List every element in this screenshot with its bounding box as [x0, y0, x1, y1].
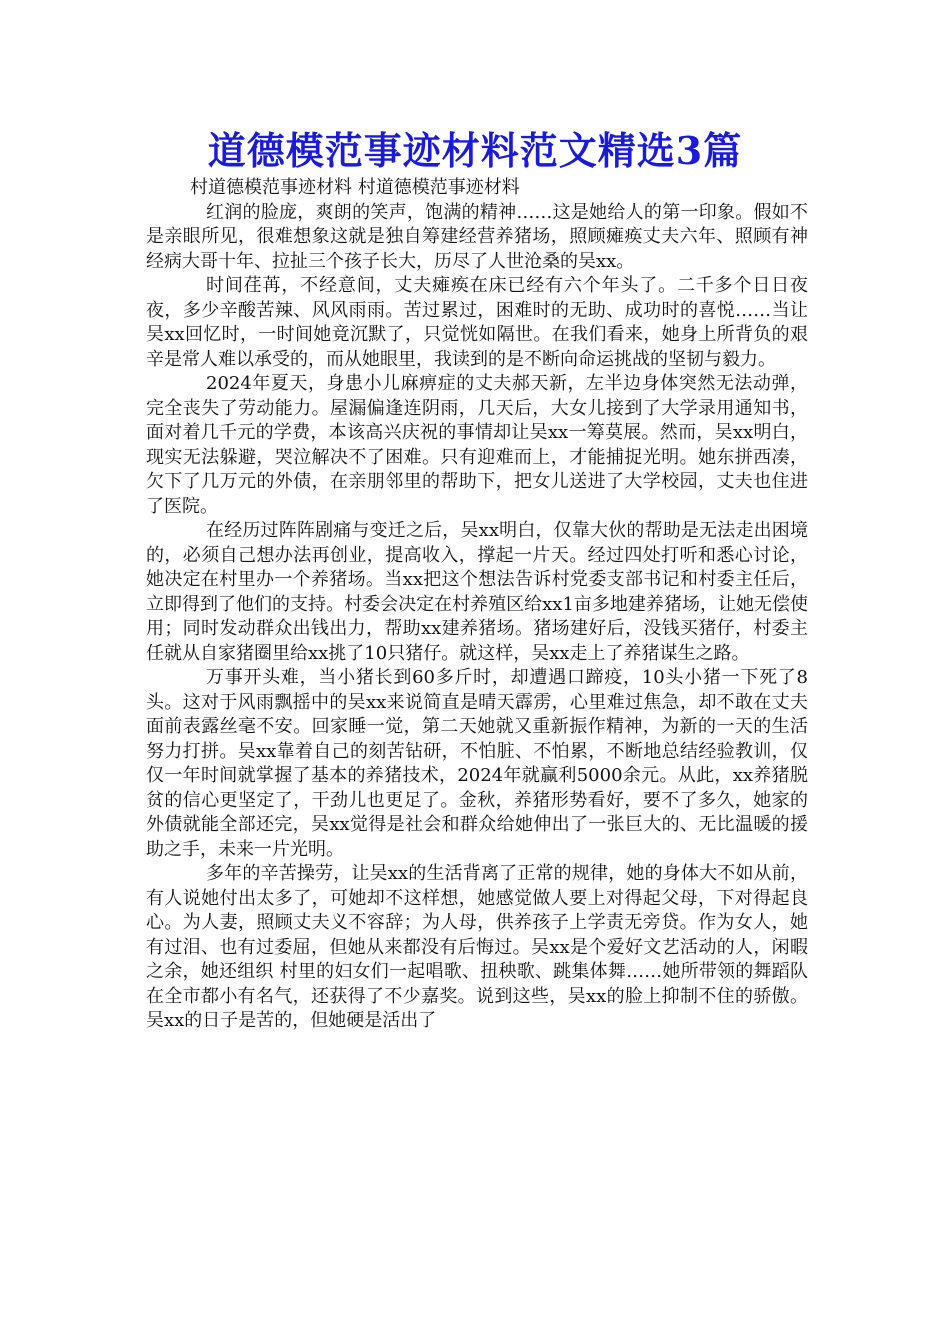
paragraph-6: 多年的辛苦操劳，让吴xx的生活背离了正常的规律，她的身体大不如从前，有人说她付出太多了，可她却不这样想，她感觉做人要上对得起父母，下对得起良心。为人妻，照顾丈夫义不容辞；为人母，供养孩子上学责无旁贷。作为女人，她有过泪、也有过委屈，但她从来都没有后悔过。吴xx是个爱好文艺活动的人，闲暇之余，她还组织 村里的妇女们一起唱歌、扭秧歌、跳集体舞……她所带领的舞蹈队在全市都小有名气，还获得了不少嘉奖。说到这些，吴xx的脸上抑制不住的骄傲。吴xx的日子是苦的，但她硬是活出了	[146, 863, 808, 1031]
paragraph-2: 时间荏苒，不经意间，丈夫瘫痪在床已经有六个年头了。二千多个日日夜夜，多少辛酸苦辣、风风雨雨。苦过累过，困难时的无助、成功时的喜悦……当让吴xx回忆时，一时间她竟沉默了，只觉恍如隔世。在我们看来，她身上所背负的艰辛是常人难以承受的，而从她眼里，我读到的是不断向命运挑战的坚韧与毅力。	[146, 275, 808, 370]
document-title: 道德模范事迹材料范文精选3篇	[207, 128, 743, 173]
document-body	[146, 176, 808, 1034]
document-subtitle: 村道德模范事迹材料 村道德模范事迹材料	[190, 177, 520, 198]
paragraph-4: 在经历过阵阵剧痛与变迁之后，吴xx明白，仅靠大伙的帮助是无法走出困境的，必须自己想办法再创业，提高收入，撑起一片天。经过四处打听和悉心讨论，她决定在村里办一个养猪场。当xx把这个想法告诉村党委支部书记和村委主任后，立即得到了他们的支持。村委会决定在村养殖区给xx1亩多地建养猪场，让她无偿使用；同时发动群众出钱出力，帮助xx建养猪场。猪场建好后，没钱买猪仔，村委主任就从自家猪圈里给xx挑了10只猪仔。就这样，吴xx走上了养猪谋生之路。	[146, 520, 808, 664]
paragraph-5: 万事开头难，当小猪长到60多斤时，却遭遇口蹄疫，10头小猪一下死了8头。这对于风雨飘摇中的吴xx来说简直是晴天霹雳，心里难过焦急，却不敢在丈夫面前表露丝毫不安。回家睡一觉，第二天她就又重新振作精神，为新的一天的生活努力打拼。吴xx靠着自己的刻苦钻研，不怕脏、不怕累，不断地总结经验教训，仅仅一年时间就掌握了基本的养猪技术，2024年就赢利5000余元。从此，xx养猪脱贫的信心更坚定了，干劲儿也更足了。金秋，养猪形势看好，要不了多久，她家的外债就能全部还完，吴xx觉得是社会和群众给她伸出了一张巨大的、无比温暖的援助之手，未来一片光明。	[146, 667, 808, 860]
paragraph-3: 2024年夏天，身患小儿麻痹症的丈夫郝天新，左半边身体突然无法动弹，完全丧失了劳动能力。屋漏偏逢连阴雨，几天后，大女儿接到了大学录用通知书，面对着几千元的学费，本该高兴庆祝的事情却让吴xx一筹莫展。然而，吴xx明白，现实无法躲避，哭泣解决不了困难。只有迎难而上，才能捕捉光明。她东拼西凑，欠下了几万元的外债，在亲朋邻里的帮助下，把女儿送进了大学校园，丈夫也住进了医院。	[146, 373, 808, 517]
paragraph-1: 红润的脸庞，爽朗的笑声，饱满的精神……这是她给人的第一印象。假如不是亲眼所见，很难想象这就是独自筹建经营养猪场，照顾瘫痪丈夫六年、照顾有神经病大哥十年、拉扯三个孩子长大，历尽了人世沧桑的吴xx。	[146, 201, 808, 272]
